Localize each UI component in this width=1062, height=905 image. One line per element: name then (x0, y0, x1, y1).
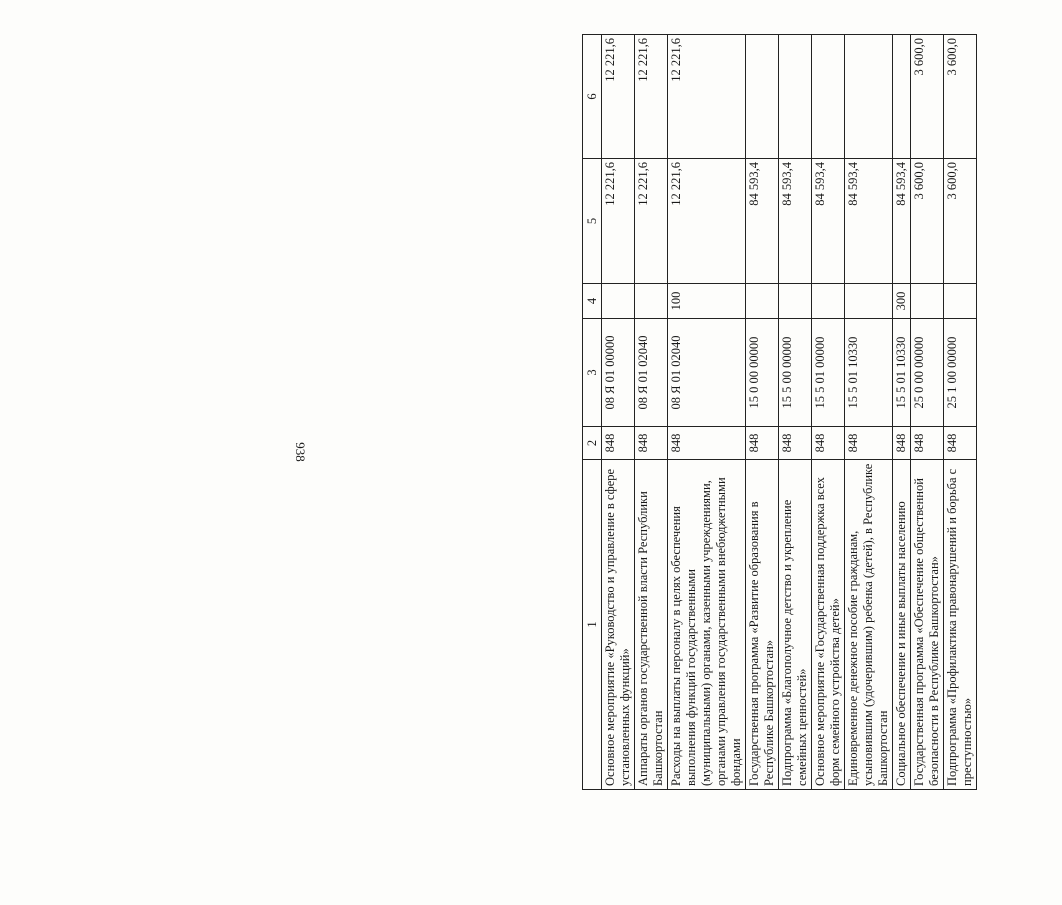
row-code: 848 (779, 427, 812, 460)
row-csr: 08 Я 01 02040 (668, 319, 746, 427)
row-code: 848 (746, 427, 779, 460)
row-name: Подпрограмма «Профилактика правонарушений и борьба с преступностью» (944, 460, 977, 790)
row-csr: 08 Я 01 00000 (602, 319, 635, 427)
table-row (944, 35, 977, 790)
row-vr (746, 284, 779, 319)
row-vr (812, 284, 845, 319)
row-csr: 08 Я 01 02040 (635, 319, 668, 427)
row-amount-1: 84 593,4 (845, 159, 893, 284)
row-csr: 15 5 01 00000 (812, 319, 845, 427)
column-header-2: 2 (583, 427, 602, 460)
row-code: 848 (893, 427, 911, 460)
row-amount-1: 84 593,4 (893, 159, 911, 284)
page-number: 938 (293, 442, 308, 462)
row-csr: 15 5 01 10330 (845, 319, 893, 427)
row-amount-2 (746, 35, 779, 159)
table-row (602, 35, 635, 790)
row-amount-1: 12 221,6 (635, 159, 668, 284)
column-header-6: 6 (583, 35, 602, 159)
table-row (746, 35, 779, 790)
row-code: 848 (668, 427, 746, 460)
column-header-3: 3 (583, 319, 602, 427)
row-amount-2 (893, 35, 911, 159)
table-row (812, 35, 845, 790)
row-code: 848 (944, 427, 977, 460)
row-csr: 15 0 00 00000 (746, 319, 779, 427)
table-row (893, 35, 911, 790)
row-amount-2 (812, 35, 845, 159)
row-amount-2: 3 600,0 (911, 35, 944, 159)
row-csr: 15 5 01 10330 (893, 319, 911, 427)
row-vr: 100 (668, 284, 746, 319)
row-code: 848 (602, 427, 635, 460)
row-vr (845, 284, 893, 319)
row-vr (602, 284, 635, 319)
row-name: Государственная программа «Развитие образования в Республике Башкортостан» (746, 460, 779, 790)
row-csr: 25 0 00 00000 (911, 319, 944, 427)
row-csr: 25 1 00 00000 (944, 319, 977, 427)
table-row (668, 35, 746, 790)
row-csr: 15 5 00 00000 (779, 319, 812, 427)
row-vr (779, 284, 812, 319)
row-amount-2: 12 221,6 (635, 35, 668, 159)
table-row (635, 35, 668, 790)
row-vr: 300 (893, 284, 911, 319)
row-name: Социальное обеспечение и иные выплаты населению (893, 460, 911, 790)
row-code: 848 (812, 427, 845, 460)
row-amount-2 (845, 35, 893, 159)
column-header-5: 5 (583, 159, 602, 284)
row-amount-1: 12 221,6 (668, 159, 746, 284)
row-amount-2: 3 600,0 (944, 35, 977, 159)
row-name: Единовременное денежное пособие гражданам, усыновившим (удочерившим) ребенка (детей), в Республике Башкортостан (845, 460, 893, 790)
table-row (779, 35, 812, 790)
row-amount-2: 12 221,6 (602, 35, 635, 159)
row-vr (911, 284, 944, 319)
row-amount-1: 3 600,0 (911, 159, 944, 284)
column-header-1: 1 (583, 460, 602, 790)
row-amount-1: 84 593,4 (779, 159, 812, 284)
table-row (911, 35, 944, 790)
table-row (845, 35, 893, 790)
row-code: 848 (845, 427, 893, 460)
row-amount-1: 3 600,0 (944, 159, 977, 284)
row-name: Государственная программа «Обеспечение общественной безопасности в Республике Башкортостан» (911, 460, 944, 790)
row-name: Аппараты органов государственной власти Республики Башкортостан (635, 460, 668, 790)
row-amount-1: 12 221,6 (602, 159, 635, 284)
row-name: Основное мероприятие «Руководство и управление в сфере установленных функций» (602, 460, 635, 790)
row-amount-2: 12 221,6 (668, 35, 746, 159)
row-vr (635, 284, 668, 319)
column-header-4: 4 (583, 284, 602, 319)
row-code: 848 (635, 427, 668, 460)
row-amount-1: 84 593,4 (812, 159, 845, 284)
row-amount-2 (779, 35, 812, 159)
row-amount-1: 84 593,4 (746, 159, 779, 284)
row-vr (944, 284, 977, 319)
row-name: Подпрограмма «Благополучное детство и укрепление семейных ценностей» (779, 460, 812, 790)
row-code: 848 (911, 427, 944, 460)
header-row (583, 35, 602, 790)
budget-table (582, 34, 977, 790)
rotated-table-container (582, 35, 1062, 790)
row-name: Основное мероприятие «Государственная поддержка всех форм семейного устройства детей» (812, 460, 845, 790)
row-name: Расходы на выплаты персоналу в целях обеспечения выполнения функций государственными (муниципальными) органами, казенными учреждениями, органами управления государственными внебюджетными фондами (668, 460, 746, 790)
